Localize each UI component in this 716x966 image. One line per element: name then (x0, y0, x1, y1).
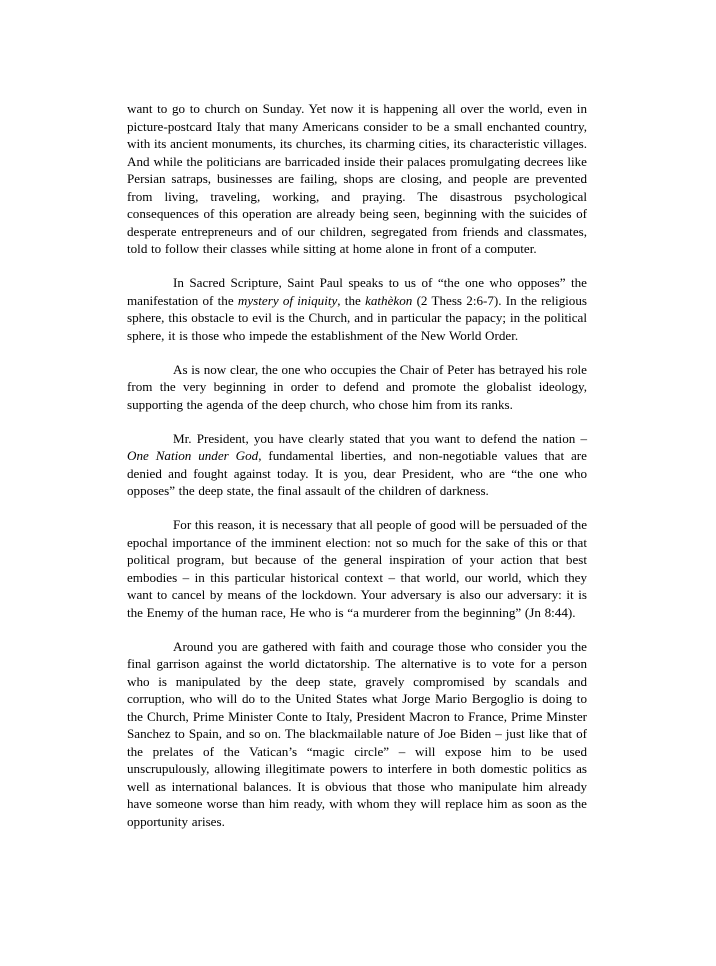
paragraph: want to go to church on Sunday. Yet now it is happening all over the world, even in picture-postcard Italy that many Americans consider to be a small enchanted country, with its ancient monuments, its churches, its charming cities, its characteristic villages. And while the politicians are barricaded inside their palaces promulgating decrees like Persian satraps, businesses are failing, shops are closing, and people are prevented from living, traveling, working, and praying. The disastrous psychological consequences of this operation are already being seen, beginning with the suicides of desperate entrepreneurs and of our children, segregated from friends and classmates, told to follow their classes while sitting at home alone in front of a computer. (127, 101, 587, 256)
paragraph: Around you are gathered with faith and courage those who consider you the final garrison against the world dictatorship. The alternative is to vote for a person who is manipulated by the deep state, gravely compromised by scandals and corruption, who will do to the United States what Jorge Mario Bergoglio is doing to the Church, Prime Minister Conte to Italy, President Macron to France, Prime Minster Sanchez to Spain, and so on. The blackmailable nature of Joe Biden – just like that of the prelates of the Vatican’s “magic circle” – will expose him to be used unscrupulously, allowing illegitimate powers to interfere in both domestic politics as well as international balances. It is obvious that those who manipulate him already have someone worse than him ready, with whom they will replace him as soon as the opportunity arises. (127, 638, 587, 829)
paragraph: Mr. President, you have clearly stated that you want to defend the nation – One Nation under God, fundamental liberties, and non-negotiable values that are denied and fought against today. It is you, dear President, who are “the one who opposes” the deep state, the final assault of the children of darkness. (127, 430, 587, 498)
emphasis-text: kathèkon (365, 292, 413, 308)
paragraph: In Sacred Scripture, Saint Paul speaks to us of “the one who opposes” the manifestation of the mystery of iniquity, the kathèkon (2 Thess 2:6-7). In the religious sphere, this obstacle to evil is the Church, and in particular the papacy; in the political sphere, it is those who impede the establishment of the New World Order. (127, 275, 587, 343)
emphasis-text: One Nation under God (127, 448, 259, 463)
emphasis-text: mystery of iniquity (237, 292, 338, 308)
paragraph: As is now clear, the one who occupies the Chair of Peter has betrayed his role from the very beginning in order to defend and promote the globalist ideology, supporting the agenda of the deep church, who chose him from its ranks. (127, 361, 587, 412)
document-text-body (127, 100, 587, 830)
paragraph: For this reason, it is necessary that all people of good will be persuaded of the epochal importance of the imminent election: not so much for the sake of this or that political program, but because of the general inspiration of your action that best embodies – in this particular historical context – that world, our world, which they want to cancel by means of the lockdown. Your adversary is also our adversary: it is the Enemy of the human race, He who is “a murderer from the beginning” (Jn 8:44). (127, 517, 587, 620)
